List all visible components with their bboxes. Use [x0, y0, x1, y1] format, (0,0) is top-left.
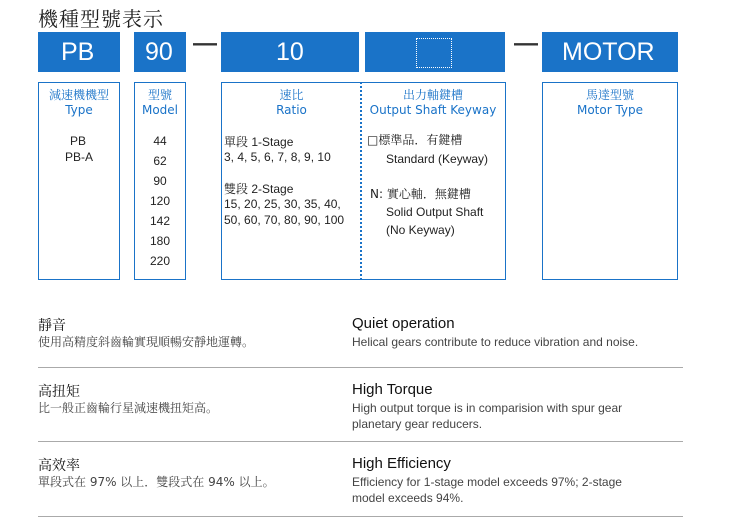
ratio-single-values: 3, 4, 5, 6, 7, 8, 9, 10 — [224, 150, 331, 164]
feature-desc-cn: 比一般正齒輪行星減速機扭矩高。 — [38, 401, 219, 415]
ratio-single-label: 單段 1-Stage — [224, 135, 294, 149]
code-ratio: 10 — [221, 32, 359, 72]
ratio-double-values: 15, 20, 25, 30, 35, 40, — [224, 197, 341, 211]
ratio-double-values: 50, 60, 70, 80, 90, 100 — [224, 213, 345, 227]
feature-desc-en: Helical gears contribute to reduce vibration and noise. — [352, 335, 639, 349]
separator-dash: — — [514, 30, 538, 57]
model-value: 120 — [149, 194, 171, 208]
type-header-en: Type — [65, 103, 93, 117]
feature-desc-en: High output torque is in comparision with spur gear — [352, 401, 623, 415]
code-size: 90 — [134, 32, 186, 72]
motor-column — [542, 82, 678, 280]
keyway-option-solid-en: (No Keyway) — [386, 223, 455, 237]
feature-desc-en: model exceeds 94%. — [352, 491, 464, 505]
keyway-option-solid-en: Solid Output Shaft — [386, 205, 484, 219]
model-header-en: Model — [141, 103, 179, 117]
feature-title-en: High Torque — [352, 381, 433, 398]
ratio-header-cn: 速比 — [279, 88, 304, 102]
type-value: PB — [70, 134, 87, 148]
keyway-header-en: Output Shaft Keyway — [369, 103, 497, 117]
feature-title-cn: 靜音 — [38, 318, 66, 334]
model-value: 44 — [153, 134, 167, 148]
model-value: 180 — [149, 234, 171, 248]
motor-header-cn: 馬達型號 — [585, 88, 634, 102]
ratio-header-en: Ratio — [276, 103, 307, 117]
ratio-double-label: 雙段 2-Stage — [224, 182, 294, 196]
keyway-placeholder-box — [416, 38, 452, 68]
keyway-column — [361, 82, 506, 280]
feature-title-en: Quiet operation — [352, 315, 455, 332]
model-value: 142 — [149, 214, 171, 228]
keyway-option-standard-cn: □標準品．有鍵槽 — [367, 133, 463, 147]
page-title: 機種型號表示 — [38, 7, 164, 31]
model-value: 90 — [153, 174, 167, 188]
feature-title-cn: 高扭矩 — [38, 384, 80, 400]
feature-title-en: High Efficiency — [352, 455, 451, 472]
feature-title-cn: 高效率 — [38, 458, 80, 474]
type-column — [38, 82, 120, 280]
model-value: 62 — [153, 154, 167, 168]
type-header-cn: 減速機機型 — [48, 88, 109, 102]
feature-desc-en: Efficiency for 1-stage model exceeds 97%; 2-stage — [352, 475, 622, 489]
divider — [38, 516, 683, 517]
model-column — [134, 82, 186, 280]
divider — [38, 367, 683, 368]
model-value: 220 — [149, 254, 171, 268]
ratio-keyway-divider — [360, 82, 362, 280]
motor-header-en: Motor Type — [576, 103, 644, 117]
feature-desc-cn: 使用高精度斜齒輪實現順暢安靜地運轉。 — [38, 335, 255, 349]
keyway-option-solid-cn: N: 實心軸．無鍵槽 — [370, 187, 471, 201]
code-motor: MOTOR — [542, 32, 678, 72]
feature-desc-en: planetary gear reducers. — [352, 417, 483, 431]
keyway-header-cn: 出力軸鍵槽 — [402, 88, 463, 102]
separator-dash: — — [193, 30, 217, 57]
keyway-option-standard-en: Standard (Keyway) — [386, 152, 489, 166]
divider — [38, 441, 683, 442]
feature-desc-cn: 單段式在 97% 以上．雙段式在 94% 以上。 — [38, 475, 275, 489]
model-header-cn: 型號 — [147, 88, 172, 102]
ratio-column — [221, 82, 361, 280]
code-pb: PB — [38, 32, 120, 72]
type-value: PB-A — [65, 150, 94, 164]
